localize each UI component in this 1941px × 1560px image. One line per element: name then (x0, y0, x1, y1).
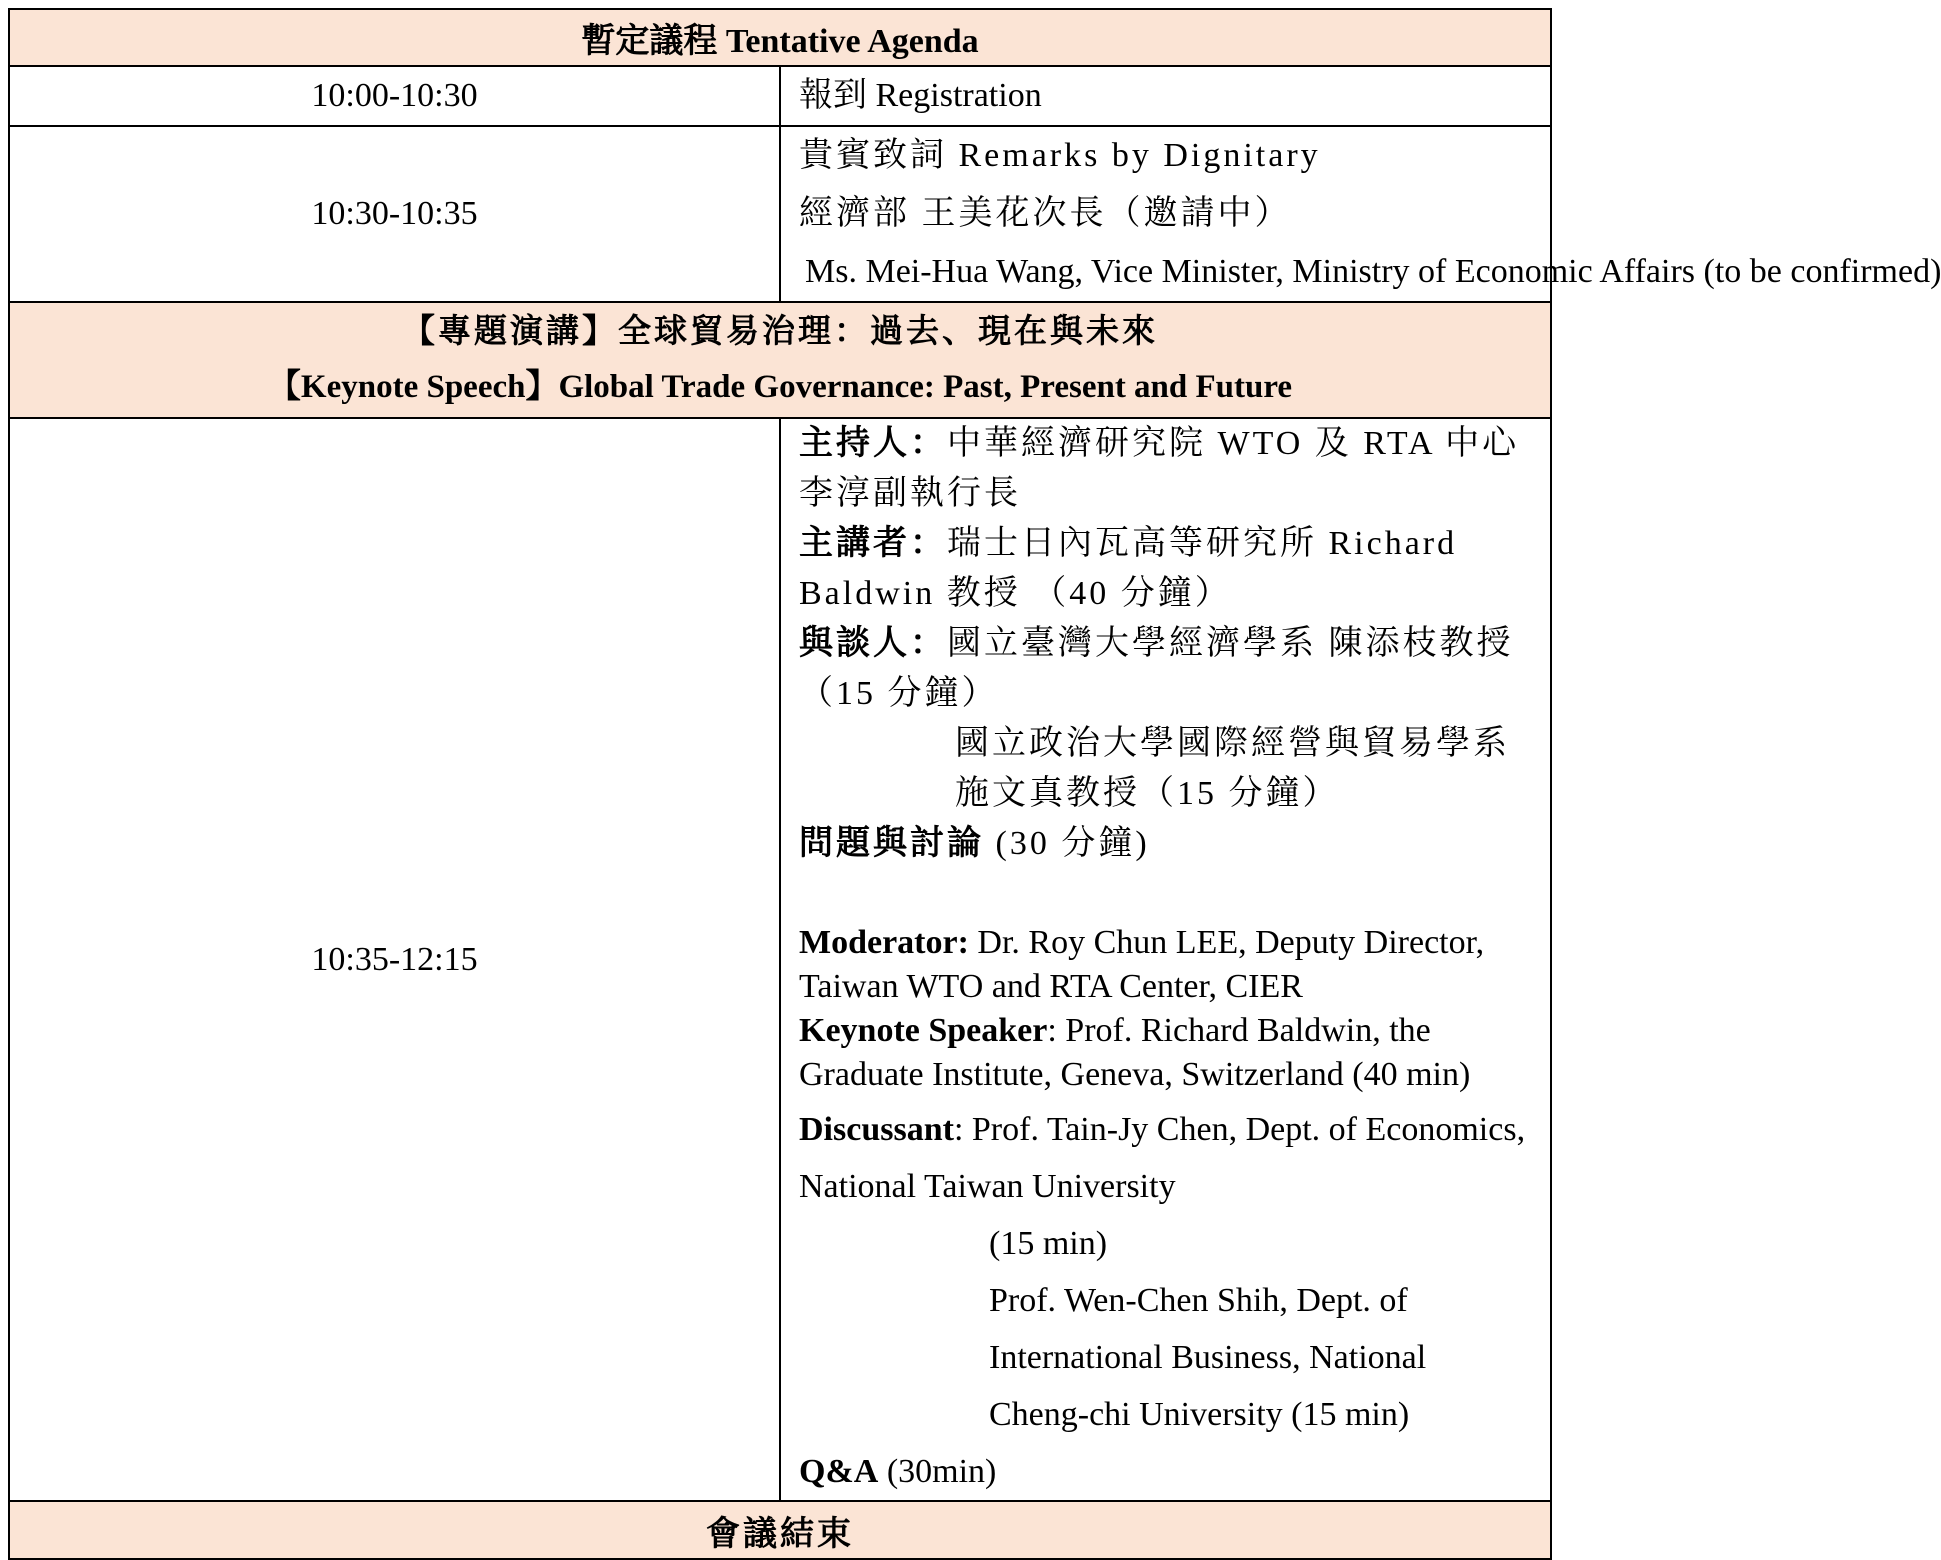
discussant-zh-line1: 國立臺灣大學經濟學系 陳添枝教授 （15 分鐘） (799, 625, 1514, 712)
discussant-en-label: Discussant (799, 1111, 954, 1148)
discussant-en-line4: Cheng-chi University (15 min) (989, 1396, 1410, 1433)
qa-en-text: (30min) (878, 1453, 997, 1490)
keynote-header-zh: 【專題演講】全球貿易治理：過去、現在與未來 (402, 314, 1158, 350)
speaker-en-text: : Prof. Richard Baldwin, the Graduate Institute, Geneva, Switzerland (40 min) (799, 1012, 1471, 1093)
speaker-zh-label: 主講者： (799, 525, 947, 562)
remarks-speaker-zh: 經濟部 王美花次長（邀請中） (799, 195, 1292, 232)
keynote-header (9, 302, 1551, 418)
moderator-en-label: Moderator: (799, 924, 969, 961)
registration-time: 10:00-10:30 (9, 66, 780, 126)
discussant-zh-line2: 國立政治大學國際經營與貿易學系 施文真教授（15 分鐘） (955, 725, 1510, 812)
remarks-time: 10:30-10:35 (9, 126, 780, 302)
remarks-cell (780, 126, 1941, 302)
keynote-time: 10:35-12:15 (9, 418, 780, 1501)
keynote-row (9, 418, 1551, 1501)
moderator-zh-text: 中華經濟研究院 WTO 及 RTA 中心 李淳副執行長 (799, 425, 1557, 512)
keynote-cell (780, 418, 1557, 1501)
remarks-speaker-en: Ms. Mei-Hua Wang, Vice Minister, Ministry of Economic Affairs (to be confirmed) (805, 253, 1941, 290)
remarks-heading: 貴賓致詞 Remarks by Dignitary (799, 137, 1321, 174)
discussant-zh-label: 與談人： (799, 625, 947, 662)
discussant-en-line1: : Prof. Tain-Jy Chen, Dept. of Economics, National Taiwan University (799, 1111, 1526, 1205)
moderator-zh-label: 主持人： (799, 425, 947, 462)
moderator-en-text: Dr. Roy Chun LEE, Deputy Director, Taiwan WTO and RTA Center, CIER (799, 924, 1485, 1005)
speaker-zh-text: 瑞士日內瓦高等研究所 Richard Baldwin 教授 （40 分鐘） (799, 525, 1458, 612)
keynote-header-en: 【Keynote Speech】Global Trade Governance: Past, Present and Future (267, 369, 1293, 405)
speaker-en-label: Keynote Speaker (799, 1012, 1048, 1049)
remarks-row (9, 126, 1551, 302)
discussant-en-line3: Prof. Wen-Chen Shih, Dept. of International Business, National (989, 1282, 1427, 1376)
qa-en-label: Q&A (799, 1453, 879, 1490)
agenda-title: 暫定議程 Tentative Agenda (9, 9, 1551, 66)
registration-label: 報到 Registration (780, 66, 1551, 126)
qa-zh-text: (30 分鐘) (984, 825, 1150, 862)
closing: 會議結束 (9, 1501, 1551, 1559)
qa-zh-label: 問題與討論 (799, 825, 984, 862)
registration-row (9, 66, 1551, 126)
agenda-table (8, 8, 1941, 1560)
discussant-en-line2: (15 min) (989, 1225, 1108, 1262)
